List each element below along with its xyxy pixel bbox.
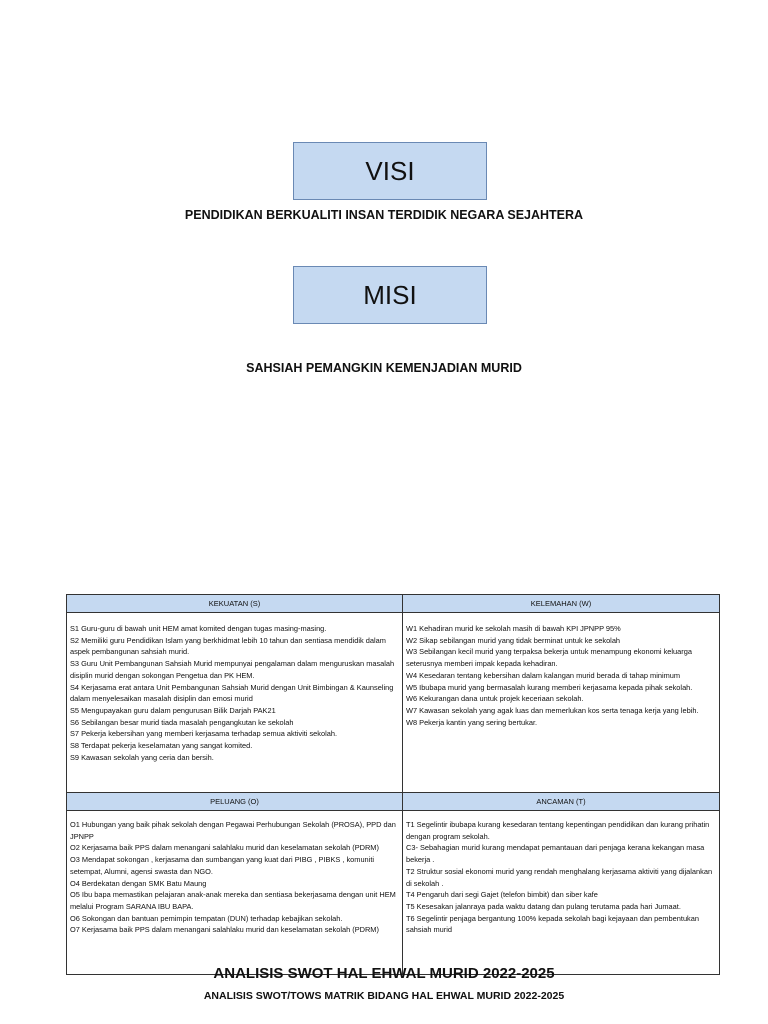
strength-item: S7 Pekerja kebersihan yang memberi kerjasama terhadap semua aktiviti sekolah. (70, 729, 338, 739)
strength-item: S2 Memiliki guru Pendidikan Islam yang berkhidmat lebih 10 tahun dan sentiasa mendidik dalam aspek pembangunan sahsiah murid. (70, 635, 386, 657)
visi-heading: VISI (365, 155, 415, 186)
misi-heading-box (293, 266, 487, 324)
misi-statement: SAHSIAH PEMANGKIN KEMENJADIAN MURID (246, 361, 522, 375)
threats-cell (403, 811, 720, 975)
weakness-item: W2 Sikap sebilangan murid yang tidak berminat untuk ke sekolah (406, 635, 621, 645)
threat-item: C3- Sebahagian murid kurang mendapat pemantauan dari penjaga kerana kekangan masa bekerja . (406, 843, 705, 865)
footer-title: ANALISIS SWOT HAL EHWAL MURID 2022-2025 (213, 965, 555, 982)
threat-item: T4 Pengaruh dari segi Gajet (telefon bimbit) dan siber kafe (406, 890, 598, 900)
weakness-item: W3 Sebilangan kecil murid yang terpaksa bekerja untuk menampung ekonomi keluarga seterusnya memberi impak kepada kehadiran. (406, 647, 692, 669)
misi-heading: MISI (363, 279, 417, 310)
strength-item: S3 Guru Unit Pembangunan Sahsiah Murid mempunyai pengalaman dalam menguruskan masalah disiplin murid dengan sokongan Pengetua dan PK HEM. (70, 659, 395, 680)
weakness-item: W4 Kesedaran tentang kebersihan dalam kalangan murid berada di tahap minimum (406, 670, 681, 680)
weakness-item: W7 Kawasan sekolah yang agak luas dan memerlukan kos serta tenaga kerja yang lebih. (406, 705, 699, 715)
threat-item: T1 Segelintir ibubapa kurang kesedaran tentang kepentingan pendidikan dan kurang prihatin dengan program sekolah. (406, 820, 710, 841)
opportunity-item: O1 Hubungan yang baik pihak sekolah dengan Pegawai Perhubungan Sekolah (PROSA), PPD dan JPNPP (70, 820, 396, 841)
opportunities-header: PELUANG (O) (67, 793, 403, 811)
threat-item: T6 Segelintir penjaga bergantung 100% kepada sekolah bagi kejayaan dan pembentukan sahsiah murid (406, 913, 699, 935)
weakness-item: W1 Kehadiran murid ke sekolah masih di bawah KPI JPNPP 95% (406, 624, 621, 633)
strength-item: S6 Sebilangan besar murid tiada masalah pengangkutan ke sekolah (70, 717, 294, 727)
visi-statement: PENDIDIKAN BERKUALITI INSAN TERDIDIK NEGARA SEJAHTERA (184, 208, 584, 222)
strengths-header: KEKUATAN (S) (67, 595, 403, 613)
opportunity-item: O7 Kerjasama baik PPS dalam menangani salahlaku murid dan keselamatan sekolah (PDRM) (70, 925, 379, 935)
footer-subtitle: ANALISIS SWOT/TOWS MATRIK BIDANG HAL EHWAL MURID 2022-2025 (203, 990, 565, 1002)
strength-item: S4 Kerjasama erat antara Unit Pembangunan Sahsiah Murid dengan Unit Bimbingan & Kaunseling dalam menyelesaikan masalah disiplin dan emosi murid (70, 682, 394, 704)
weakness-item: W6 Kekurangan dana untuk projek keceriaan sekolah. (406, 694, 584, 704)
opportunity-item: O6 Sokongan dan bantuan pemimpin tempatan (DUN) terhadap kebajikan sekolah. (70, 913, 343, 923)
opportunity-item: O5 Ibu bapa memastikan pelajaran anak-anak mereka dan sentiasa bekerjasama dengan unit HEM melalui Program SARANA IBU BAPA. (70, 890, 396, 911)
opportunity-item: O2 Kerjasama baik PPS dalam menangani salahlaku murid dan keselamatan sekolah (PDRM) (70, 843, 379, 853)
strength-item: S8 Terdapat pekerja keselamatan yang sangat komited. (70, 741, 253, 751)
opportunities-cell (67, 811, 403, 975)
opportunity-item: O3 Mendapat sokongan , kerjasama dan sumbangan yang kuat dari PIBG , PIBKS , komuniti setempat, Alumni, agensi swasta dan NGO. (70, 855, 375, 876)
weaknesses-cell (403, 613, 720, 793)
strength-item: S1 Guru-guru di bawah unit HEM amat komited dengan tugas masing-masing. (70, 624, 327, 633)
threat-item: T5 Kesesakan jalanraya pada waktu datang dan pulang terutama pada hari Jumaat. (406, 901, 681, 911)
threat-item: T2 Struktur sosial ekonomi murid yang rendah menghalang kerjasama aktiviti yang dijalankan di sekolah . (406, 866, 713, 888)
threats-header: ANCAMAN (T) (403, 793, 720, 811)
weakness-item: W8 Pekerja kantin yang sering bertukar. (406, 717, 538, 727)
strengths-cell (67, 613, 403, 793)
strength-item: S5 Mengupayakan guru dalam pengurusan Bilik Darjah PAK21 (70, 705, 276, 715)
visi-heading-box (293, 142, 487, 200)
weakness-item: W5 Ibubapa murid yang bermasalah kurang memberi kerjasama kepada pihak sekolah. (406, 682, 693, 692)
swot-table (66, 594, 720, 975)
weaknesses-header: KELEMAHAN (W) (403, 595, 720, 613)
opportunity-item: O4 Berdekatan dengan SMK Batu Maung (70, 878, 207, 888)
strength-item: S9 Kawasan sekolah yang ceria dan bersih. (70, 752, 214, 762)
